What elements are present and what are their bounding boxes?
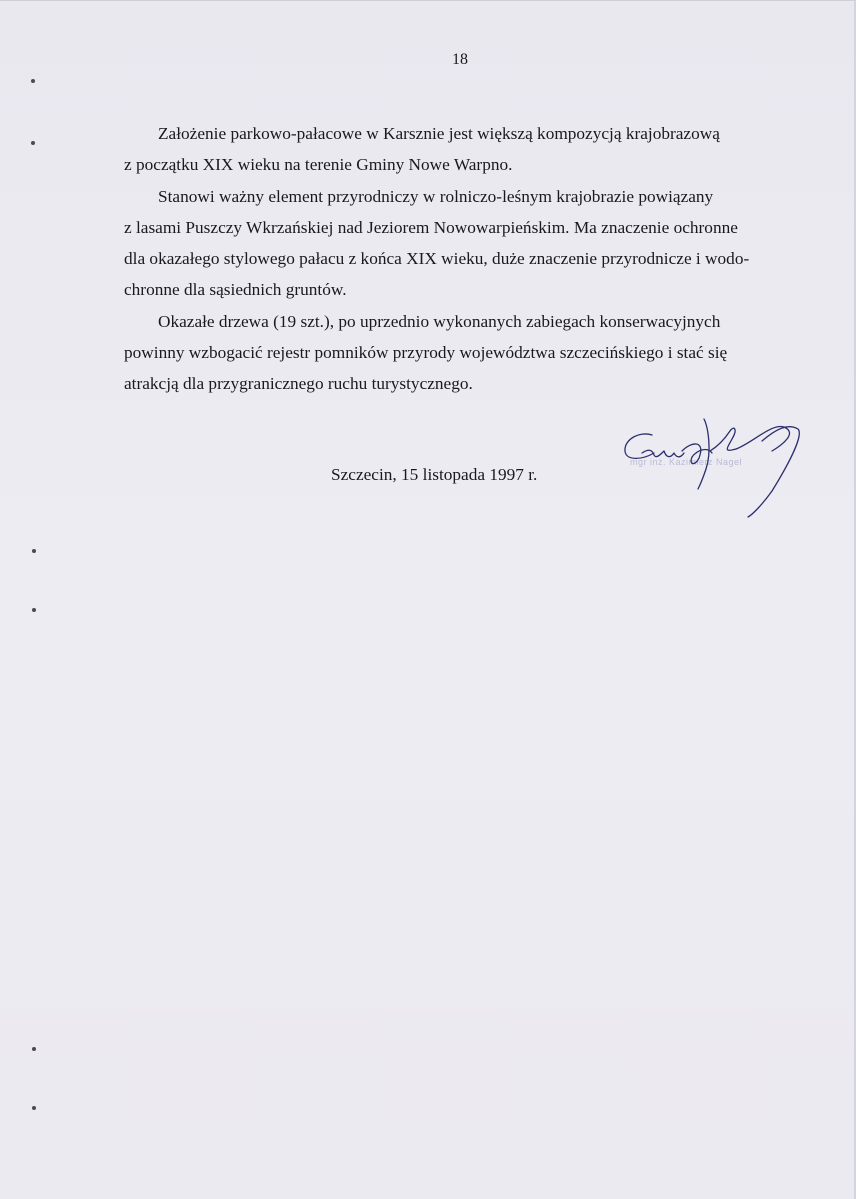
paragraph-line: chronne dla sąsiednich gruntów. (124, 280, 347, 300)
handwritten-signature (612, 405, 812, 520)
binding-hole (32, 549, 36, 553)
binding-hole (31, 79, 35, 83)
date-line: Szczecin, 15 listopada 1997 r. (331, 465, 538, 484)
paragraph-1 (124, 118, 794, 181)
binding-hole (31, 141, 35, 145)
paragraph-line: Założenie parkowo-pałacowe w Karsznie jest większą kompozycją krajobrazową (158, 124, 720, 143)
document-body (124, 118, 794, 400)
paragraph-line: z lasami Puszczy Wkrzańskiej nad Jeziorem Nowowarpieńskim. Ma znaczenie ochronne (124, 217, 738, 237)
stamp-text: mgr inż. Kazimierz Nagel (630, 457, 743, 467)
paragraph-3 (124, 306, 794, 400)
binding-hole (32, 1047, 36, 1051)
paragraph-line: dla okazałego stylowego pałacu z końca XIX wieku, duże znaczenie przyrodnicze i wodo- (124, 249, 750, 269)
paragraph-line: Stanowi ważny element przyrodniczy w rolniczo-leśnym krajobrazie powiązany (158, 186, 714, 206)
binding-hole (32, 1106, 36, 1110)
paragraph-line: z początku XIX wieku na terenie Gminy Nowe Warpno. (124, 155, 513, 175)
paragraph-line: atrakcją dla przygranicznego ruchu turystycznego. (124, 374, 473, 394)
paragraph-line: powinny wzbogacić rejestr pomników przyrody województwa szczecińskiego i stać się (124, 343, 728, 363)
page-number: 18 (452, 51, 468, 68)
binding-hole (32, 608, 36, 612)
paragraph-2 (124, 181, 794, 306)
paragraph-line: Okazałe drzewa (19 szt.), po uprzednio wykonanych zabiegach konserwacyjnych (158, 311, 721, 331)
